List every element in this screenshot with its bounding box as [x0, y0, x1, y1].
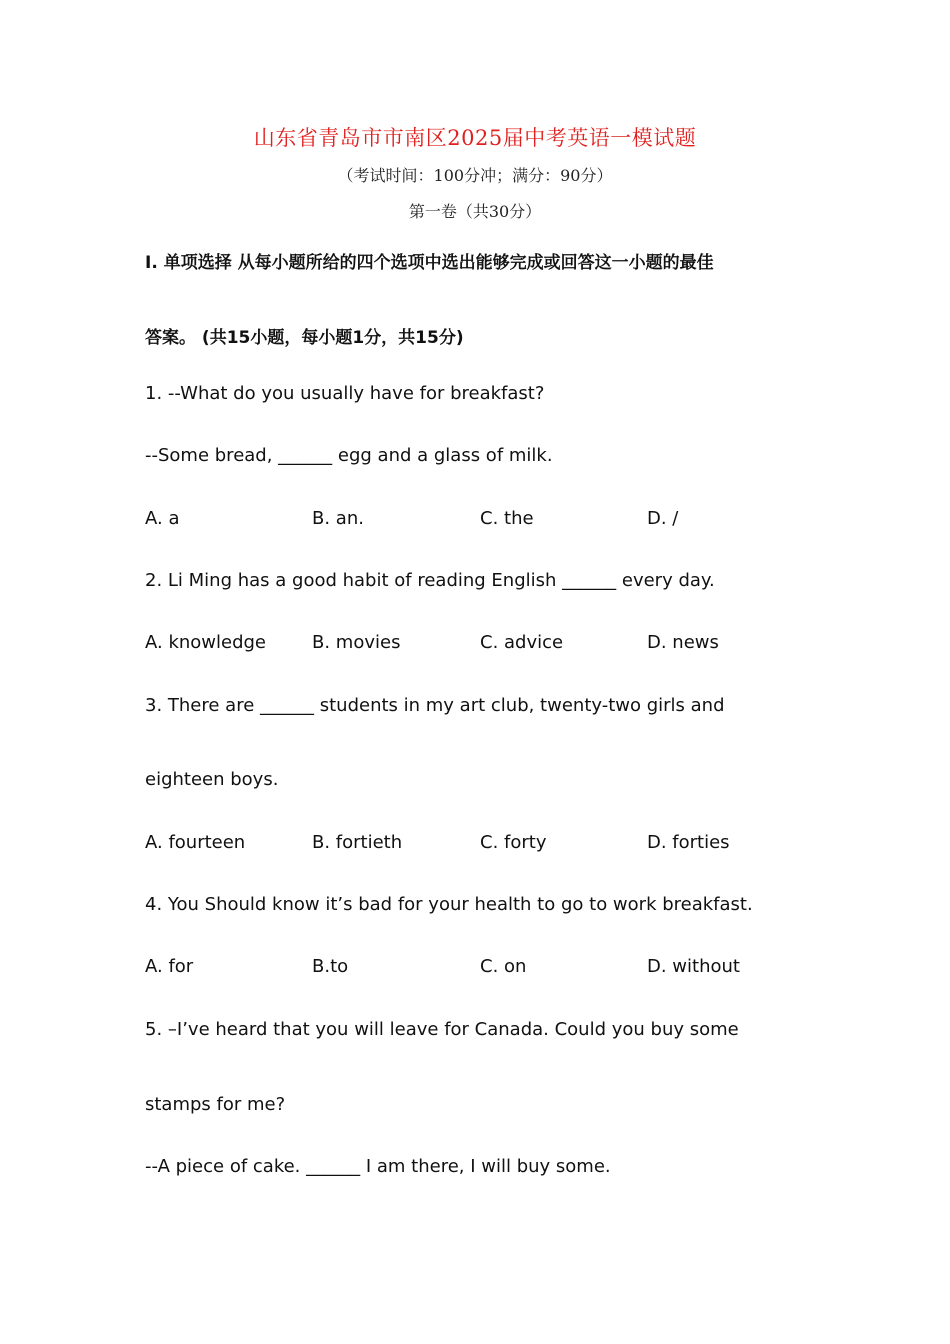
option-b: B. an. — [312, 508, 364, 529]
question-4-prompt: 4. You Should know it’s bad for your health to go to work breakfast. — [145, 894, 753, 915]
question-2-prompt: 2. Li Ming has a good habit of reading English ______ every day. — [145, 570, 715, 591]
document-title: 山东省青岛市市南区2025届中考英语一模试题 — [253, 126, 697, 150]
question-1-options — [145, 508, 825, 534]
option-c: C. forty — [480, 832, 547, 853]
section-heading-continued: 答案。 (共15小题，每小题1分，共15分) — [145, 328, 464, 348]
option-d: D. without — [647, 956, 740, 977]
option-a: A. knowledge — [145, 632, 267, 653]
question-3-options — [145, 832, 825, 858]
question-3-prompt-continued: eighteen boys. — [145, 769, 279, 790]
question-1-prompt: 1. --What do you usually have for breakfast? — [145, 383, 545, 404]
option-a: A. a — [145, 508, 180, 529]
option-c: C. the — [480, 508, 534, 529]
exam-info: （考试时间：100分冲；满分：90分） — [337, 166, 613, 185]
option-b: B. movies — [312, 632, 401, 653]
option-a: A. fourteen — [145, 832, 246, 853]
question-3-prompt: 3. There are ______ students in my art club, twenty-two girls and — [145, 695, 725, 716]
option-d: D. news — [647, 632, 719, 653]
section-heading: Ⅰ. 单项选择 从每小题所给的四个选项中选出能够完成或回答这一小题的最佳 — [145, 253, 714, 273]
question-5-prompt: 5. –I’ve heard that you will leave for Canada. Could you buy some — [145, 1019, 739, 1040]
option-b: B. fortieth — [312, 832, 403, 853]
question-4-options — [145, 956, 825, 982]
option-d: D. forties — [647, 832, 730, 853]
question-1-response: --Some bread, ______ egg and a glass of milk. — [145, 445, 553, 466]
option-b: B.to — [312, 956, 349, 977]
option-d: D. / — [647, 508, 679, 529]
volume-label: 第一卷（共30分） — [408, 202, 542, 221]
option-c: C. on — [480, 956, 527, 977]
question-5-response: --A piece of cake. ______ I am there, I will buy some. — [145, 1156, 611, 1177]
question-5-prompt-continued: stamps for me? — [145, 1094, 286, 1115]
option-c: C. advice — [480, 632, 564, 653]
question-2-options — [145, 632, 825, 658]
option-a: A. for — [145, 956, 194, 977]
